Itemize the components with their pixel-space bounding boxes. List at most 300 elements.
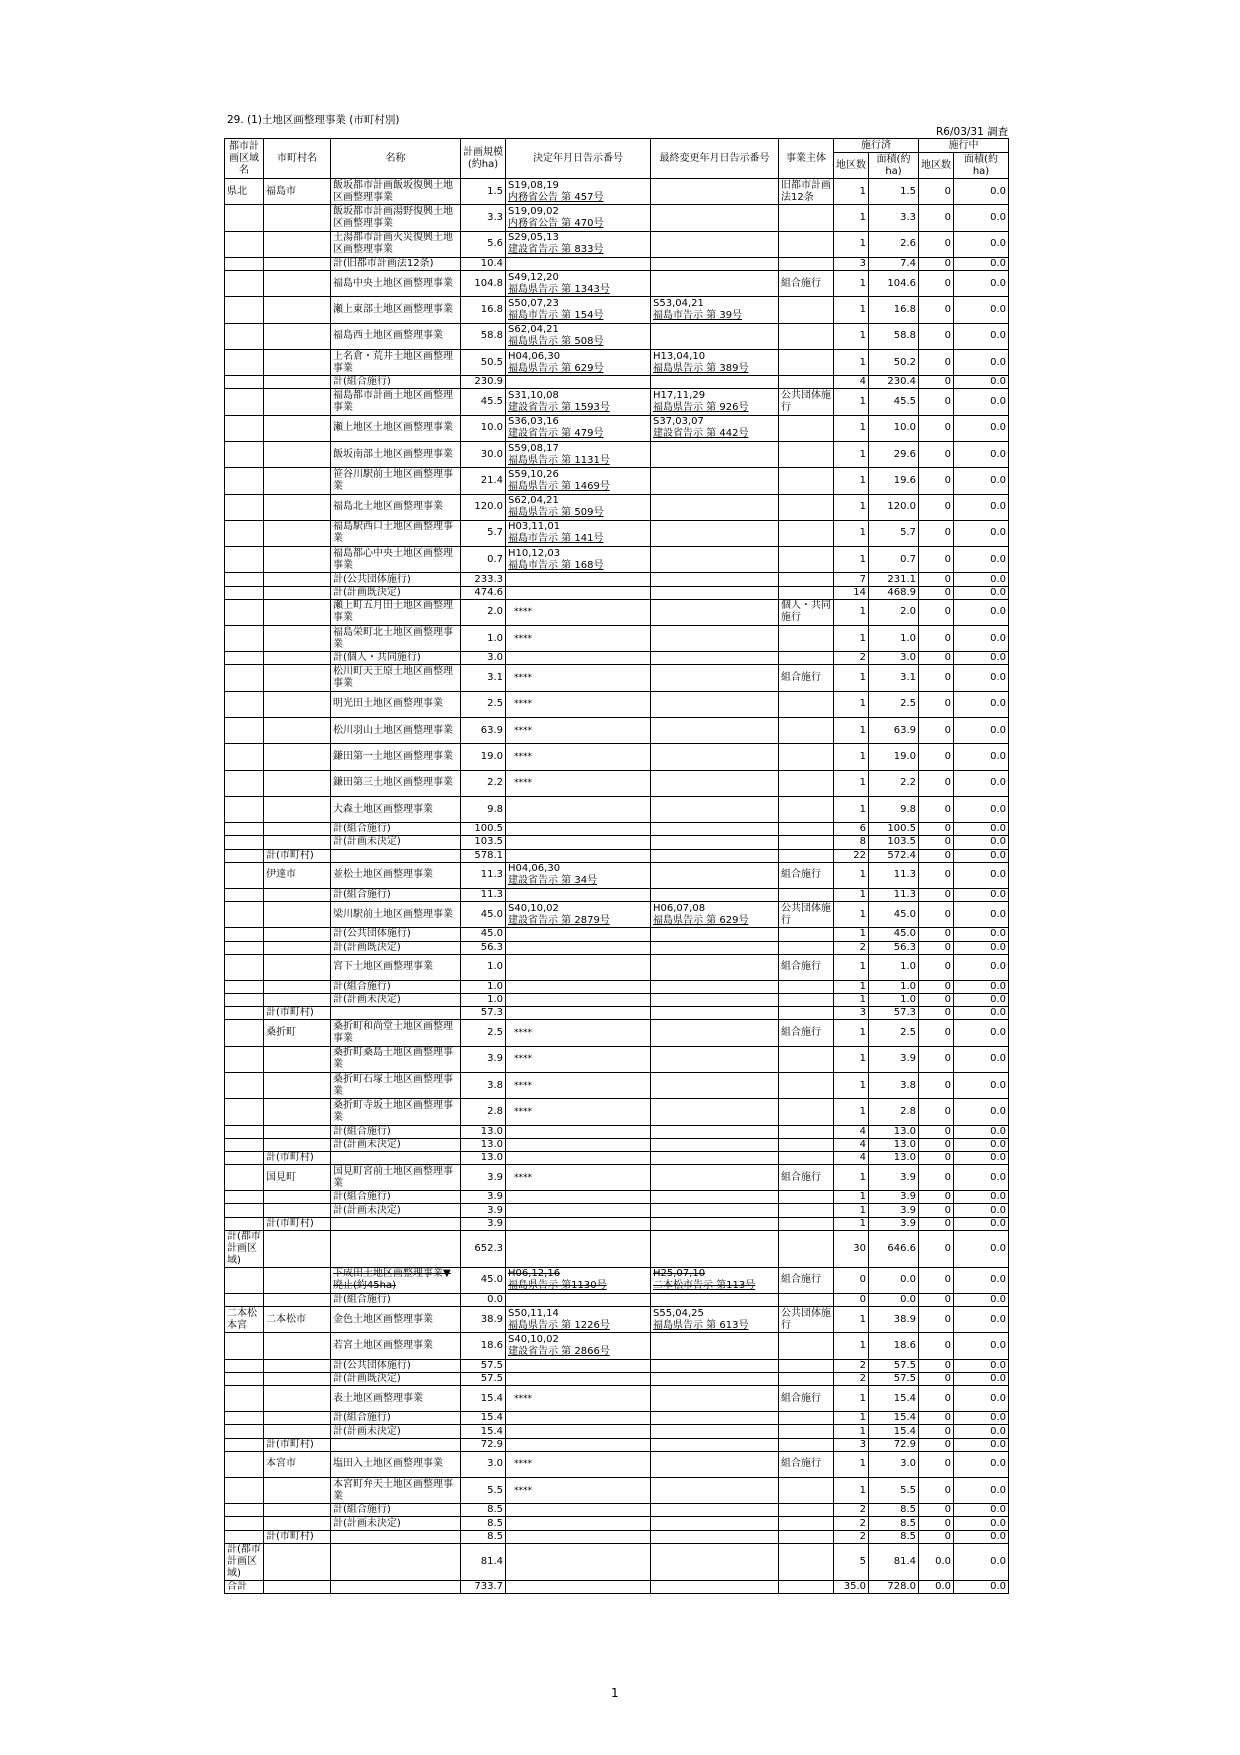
project-name <box>331 849 461 862</box>
change-cell <box>651 297 779 323</box>
decision-cell <box>506 205 651 231</box>
change-cell-line: 建設省告示 第 442号 <box>653 428 749 440</box>
decision-cell-line: S50,11,14 <box>508 1307 559 1319</box>
inprog-area: 0.0 <box>954 1359 1009 1372</box>
table-row <box>225 1543 1009 1580</box>
table-row <box>225 928 1009 941</box>
scale-cell: 57.3 <box>461 1007 506 1020</box>
change-cell <box>651 836 779 849</box>
change-cell <box>651 718 779 744</box>
decision-cell <box>506 1438 651 1451</box>
inprog-count: 0 <box>919 257 954 270</box>
inprog-area: 0.0 <box>954 1372 1009 1385</box>
decision-cell <box>506 1386 651 1412</box>
decision-cell <box>506 1359 651 1372</box>
done-area: 19.0 <box>869 744 919 770</box>
done-count: 1 <box>834 718 869 744</box>
done-count: 2 <box>834 941 869 954</box>
city-cell <box>264 888 331 901</box>
table-row <box>225 1359 1009 1372</box>
header-entity: 事業主体 <box>779 139 834 179</box>
scale-cell: 1.0 <box>461 994 506 1007</box>
done-count: 1 <box>834 665 869 691</box>
done-count: 1 <box>834 1307 869 1333</box>
decision-cell-line: **** <box>514 1393 532 1404</box>
done-area: 57.5 <box>869 1372 919 1385</box>
inprog-area: 0.0 <box>954 954 1009 980</box>
inprog-area: 0.0 <box>954 1151 1009 1164</box>
change-cell <box>651 744 779 770</box>
city-cell: 桑折町 <box>264 1020 331 1046</box>
city-cell <box>264 599 331 625</box>
scale-cell: 578.1 <box>461 849 506 862</box>
change-cell <box>651 1307 779 1333</box>
inprog-area: 0.0 <box>954 849 1009 862</box>
decision-cell-line: S31,10,08 <box>508 390 559 401</box>
scale-cell: 3.9 <box>461 1191 506 1204</box>
table-row <box>225 1451 1009 1477</box>
area-cell <box>225 849 264 862</box>
inprog-count: 0 <box>919 1504 954 1517</box>
inprog-count: 0 <box>919 862 954 888</box>
change-cell <box>651 573 779 586</box>
area-cell <box>225 796 264 822</box>
scale-cell: 2.5 <box>461 691 506 717</box>
done-area: 72.9 <box>869 1438 919 1451</box>
inprog-count: 0 <box>919 1046 954 1072</box>
scale-cell: 652.3 <box>461 1230 506 1267</box>
project-name <box>331 1007 461 1020</box>
scale-cell: 3.9 <box>461 1204 506 1217</box>
done-count: 1 <box>834 441 869 467</box>
area-cell <box>225 691 264 717</box>
inprog-area: 0.0 <box>954 1191 1009 1204</box>
project-name: 福島駅西口土地区画整理事業 <box>331 520 461 546</box>
done-count: 1 <box>834 1425 869 1438</box>
table-row <box>225 205 1009 231</box>
decision-cell-line: S62,04,21 <box>508 324 559 336</box>
entity-cell <box>779 1504 834 1517</box>
scale-cell: 3.9 <box>461 1165 506 1191</box>
done-count: 1 <box>834 205 869 231</box>
header-done-count: 地区数 <box>834 153 869 179</box>
area-cell <box>225 547 264 573</box>
project-name: 計(組合施行) <box>331 1504 461 1517</box>
project-name: 計(公共団体施行) <box>331 1359 461 1372</box>
decision-cell <box>506 691 651 717</box>
entity-cell <box>779 626 834 652</box>
project-name: 飯坂都市計画湯野復興土地区画整理事業 <box>331 205 461 231</box>
done-area: 2.5 <box>869 691 919 717</box>
inprog-count: 0 <box>919 1438 954 1451</box>
change-cell <box>651 1138 779 1151</box>
change-cell <box>651 652 779 665</box>
change-cell <box>651 770 779 796</box>
inprog-count: 0 <box>919 573 954 586</box>
inprog-area: 0.0 <box>954 599 1009 625</box>
table-row <box>225 573 1009 586</box>
inprog-count: 0 <box>919 547 954 573</box>
done-area: 13.0 <box>869 1138 919 1151</box>
entity-cell: 組合施行 <box>779 665 834 691</box>
header-change: 最終変更年月日告示番号 <box>651 139 779 179</box>
change-cell <box>651 1267 779 1293</box>
header-area: 都市計画区域名 <box>225 139 264 179</box>
change-cell <box>651 1165 779 1191</box>
city-cell <box>264 928 331 941</box>
decision-cell <box>506 441 651 467</box>
inprog-count: 0 <box>919 179 954 205</box>
project-name: 桑折町桑島土地区画整理事業 <box>331 1046 461 1072</box>
decision-cell <box>506 980 651 993</box>
scale-cell: 8.5 <box>461 1504 506 1517</box>
done-area: 15.4 <box>869 1412 919 1425</box>
change-cell-line: 福島県告示 第 629号 <box>653 914 749 926</box>
inprog-area: 0.0 <box>954 1517 1009 1530</box>
done-area: 57.3 <box>869 1007 919 1020</box>
entity-cell <box>779 1580 834 1593</box>
inprog-area: 0.0 <box>954 980 1009 993</box>
decision-cell-line: 内務省公告 第 457号 <box>508 191 604 203</box>
done-count: 5 <box>834 1543 869 1580</box>
project-name: 計(計画既決定) <box>331 586 461 599</box>
done-area: 63.9 <box>869 718 919 744</box>
area-cell <box>225 823 264 836</box>
change-cell <box>651 1125 779 1138</box>
city-cell: 伊達市 <box>264 862 331 888</box>
scale-cell: 120.0 <box>461 494 506 520</box>
project-name: 計(計画既決定) <box>331 941 461 954</box>
decision-cell-line: 福島市告示 第 141号 <box>508 533 604 545</box>
scale-cell: 45.0 <box>461 902 506 928</box>
entity-cell <box>779 1412 834 1425</box>
table-row <box>225 179 1009 205</box>
city-cell <box>264 1478 331 1504</box>
decision-cell <box>506 1099 651 1125</box>
inprog-count: 0 <box>919 297 954 323</box>
table-row <box>225 349 1009 375</box>
city-cell <box>264 770 331 796</box>
entity-cell: 組合施行 <box>779 271 834 297</box>
inprog-area: 0.0 <box>954 928 1009 941</box>
area-cell <box>225 468 264 494</box>
city-cell <box>264 1543 331 1580</box>
scale-cell: 3.0 <box>461 652 506 665</box>
change-cell <box>651 1438 779 1451</box>
project-name: 鎌田第一土地区画整理事業 <box>331 744 461 770</box>
done-count: 3 <box>834 1438 869 1451</box>
change-cell-line: 福島県告示 第 613号 <box>653 1319 749 1331</box>
city-cell <box>264 836 331 849</box>
change-cell <box>651 1230 779 1267</box>
project-name: 金色土地区画整理事業 <box>331 1307 461 1333</box>
area-cell <box>225 1138 264 1151</box>
decision-cell <box>506 1217 651 1230</box>
entity-cell <box>779 1372 834 1385</box>
decision-cell-line: H06,12,16 <box>508 1268 561 1280</box>
change-cell <box>651 1072 779 1098</box>
entity-cell <box>779 494 834 520</box>
done-area: 15.4 <box>869 1386 919 1412</box>
city-cell <box>264 954 331 980</box>
city-cell <box>264 1412 331 1425</box>
change-cell <box>651 1333 779 1359</box>
entity-cell <box>779 1099 834 1125</box>
table-row <box>225 389 1009 415</box>
inprog-area: 0.0 <box>954 1451 1009 1477</box>
decision-cell <box>506 665 651 691</box>
change-cell <box>651 928 779 941</box>
done-count: 4 <box>834 1125 869 1138</box>
decision-cell <box>506 1020 651 1046</box>
project-name: 大森土地区画整理事業 <box>331 796 461 822</box>
project-name <box>331 1438 461 1451</box>
area-cell <box>225 1020 264 1046</box>
inprog-count: 0 <box>919 941 954 954</box>
decision-cell <box>506 849 651 862</box>
inprog-count: 0 <box>919 1333 954 1359</box>
scale-cell: 38.9 <box>461 1307 506 1333</box>
done-count: 3 <box>834 1007 869 1020</box>
table-row <box>225 744 1009 770</box>
decision-cell-line: S50,07,23 <box>508 297 559 309</box>
area-cell <box>225 376 264 389</box>
entity-cell <box>779 1125 834 1138</box>
city-cell <box>264 626 331 652</box>
decision-cell-line: H04,06,30 <box>508 350 561 362</box>
city-cell <box>264 823 331 836</box>
inprog-area: 0.0 <box>954 1307 1009 1333</box>
inprog-area: 0.0 <box>954 1386 1009 1412</box>
inprog-count: 0 <box>919 520 954 546</box>
inprog-count: 0 <box>919 902 954 928</box>
done-area: 103.5 <box>869 836 919 849</box>
decision-cell <box>506 652 651 665</box>
scale-cell: 1.0 <box>461 980 506 993</box>
inprog-area: 0.0 <box>954 323 1009 349</box>
area-cell <box>225 1099 264 1125</box>
area-cell <box>225 441 264 467</box>
change-cell <box>651 1046 779 1072</box>
table-row <box>225 376 1009 389</box>
decision-cell-line: **** <box>514 1459 532 1470</box>
done-area: 8.5 <box>869 1504 919 1517</box>
city-cell <box>264 441 331 467</box>
entity-cell <box>779 1333 834 1359</box>
entity-cell <box>779 349 834 375</box>
entity-cell: 組合施行 <box>779 954 834 980</box>
inprog-area: 0.0 <box>954 1007 1009 1020</box>
done-area: 468.9 <box>869 586 919 599</box>
decision-cell <box>506 599 651 625</box>
decision-cell <box>506 389 651 415</box>
scale-cell: 3.8 <box>461 1072 506 1098</box>
change-cell <box>651 1451 779 1477</box>
decision-cell-line: **** <box>514 778 532 789</box>
inprog-count: 0 <box>919 980 954 993</box>
project-name: 計(計画未決定) <box>331 994 461 1007</box>
done-area: 45.5 <box>869 389 919 415</box>
done-count: 1 <box>834 1165 869 1191</box>
inprog-count: 0 <box>919 1359 954 1372</box>
done-area: 1.0 <box>869 994 919 1007</box>
project-name: 計(計画未決定) <box>331 1425 461 1438</box>
project-name: 計(計画未決定) <box>331 836 461 849</box>
table-row <box>225 665 1009 691</box>
change-cell <box>651 1386 779 1412</box>
done-count: 1 <box>834 1386 869 1412</box>
city-cell <box>264 1204 331 1217</box>
decision-cell <box>506 1372 651 1385</box>
decision-cell <box>506 297 651 323</box>
area-cell <box>225 902 264 928</box>
inprog-area: 0.0 <box>954 691 1009 717</box>
done-area: 1.5 <box>869 179 919 205</box>
done-count: 1 <box>834 1478 869 1504</box>
decision-cell <box>506 718 651 744</box>
survey-date: R6/03/31 調査 <box>936 126 1009 138</box>
inprog-count: 0 <box>919 1151 954 1164</box>
entity-cell <box>779 547 834 573</box>
entity-cell <box>779 941 834 954</box>
inprog-count: 0 <box>919 468 954 494</box>
city-cell <box>264 586 331 599</box>
change-cell <box>651 691 779 717</box>
project-name: 福島中央土地区画整理事業 <box>331 271 461 297</box>
inprog-area: 0.0 <box>954 1333 1009 1359</box>
change-cell <box>651 376 779 389</box>
change-cell <box>651 1372 779 1385</box>
decision-cell <box>506 520 651 546</box>
table-row <box>225 1294 1009 1307</box>
entity-cell: 公共団体施行 <box>779 902 834 928</box>
area-cell <box>225 836 264 849</box>
done-area: 8.5 <box>869 1530 919 1543</box>
change-cell <box>651 1020 779 1046</box>
project-name: 瀬上地区土地区画整理事業 <box>331 415 461 441</box>
table-row <box>225 1099 1009 1125</box>
done-count: 6 <box>834 823 869 836</box>
table-row <box>225 1580 1009 1593</box>
decision-cell <box>506 586 651 599</box>
table-row <box>225 441 1009 467</box>
city-cell <box>264 231 331 257</box>
entity-cell <box>779 1425 834 1438</box>
entity-cell <box>779 888 834 901</box>
header-done: 施行済 <box>834 139 919 153</box>
inprog-area: 0.0 <box>954 231 1009 257</box>
decision-cell <box>506 1504 651 1517</box>
inprog-count: 0 <box>919 415 954 441</box>
inprog-area: 0.0 <box>954 1125 1009 1138</box>
scale-cell: 5.7 <box>461 520 506 546</box>
done-count: 2 <box>834 1530 869 1543</box>
scale-cell: 45.0 <box>461 928 506 941</box>
decision-cell <box>506 1072 651 1098</box>
area-cell <box>225 1412 264 1425</box>
entity-cell <box>779 1046 834 1072</box>
change-cell <box>651 1530 779 1543</box>
project-name: 計(個人・共同施行) <box>331 652 461 665</box>
project-name: 計(組合施行) <box>331 980 461 993</box>
inprog-area: 0.0 <box>954 862 1009 888</box>
inprog-area: 0.0 <box>954 888 1009 901</box>
done-count: 2 <box>834 652 869 665</box>
change-cell-line: 福島市告示 第 39号 <box>653 309 743 321</box>
entity-cell: 公共団体施行 <box>779 1307 834 1333</box>
table-row <box>225 836 1009 849</box>
project-name: 計(組合施行) <box>331 1191 461 1204</box>
city-cell <box>264 415 331 441</box>
area-cell <box>225 1386 264 1412</box>
decision-cell <box>506 573 651 586</box>
done-area: 29.6 <box>869 441 919 467</box>
entity-cell <box>779 1151 834 1164</box>
done-count: 1 <box>834 1099 869 1125</box>
done-area: 11.3 <box>869 888 919 901</box>
inprog-count: 0 <box>919 954 954 980</box>
area-cell <box>225 665 264 691</box>
scale-cell: 100.5 <box>461 823 506 836</box>
entity-cell <box>779 323 834 349</box>
scale-cell: 13.0 <box>461 1138 506 1151</box>
decision-cell-line: **** <box>514 1485 532 1496</box>
header-city: 市町村名 <box>264 139 331 179</box>
city-cell <box>264 1504 331 1517</box>
table-row <box>225 652 1009 665</box>
area-cell <box>225 980 264 993</box>
done-count: 2 <box>834 1372 869 1385</box>
done-count: 1 <box>834 1451 869 1477</box>
decision-cell <box>506 1046 651 1072</box>
done-area: 3.3 <box>869 205 919 231</box>
change-cell-line: S53,04,21 <box>653 297 704 309</box>
inprog-count: 0 <box>919 1530 954 1543</box>
decision-cell <box>506 928 651 941</box>
area-cell <box>225 297 264 323</box>
table-row <box>225 1517 1009 1530</box>
inprog-count: 0 <box>919 718 954 744</box>
table-row <box>225 796 1009 822</box>
city-cell <box>264 796 331 822</box>
table-row <box>225 1007 1009 1020</box>
city-cell <box>264 468 331 494</box>
decision-cell-line: **** <box>514 1106 532 1117</box>
area-cell <box>225 349 264 375</box>
inprog-count: 0 <box>919 836 954 849</box>
table-row <box>225 1191 1009 1204</box>
scale-cell: 104.8 <box>461 271 506 297</box>
scale-cell: 57.5 <box>461 1372 506 1385</box>
change-cell-line: 二本松市告示 第113号 <box>653 1280 756 1292</box>
inprog-count: 0 <box>919 849 954 862</box>
area-cell <box>225 1151 264 1164</box>
done-count: 4 <box>834 1151 869 1164</box>
inprog-count: 0 <box>919 1007 954 1020</box>
change-cell <box>651 547 779 573</box>
decision-cell-line: **** <box>514 725 532 736</box>
scale-cell: 3.3 <box>461 205 506 231</box>
city-cell <box>264 520 331 546</box>
inprog-count: 0 <box>919 1425 954 1438</box>
area-cell <box>225 862 264 888</box>
decision-cell <box>506 376 651 389</box>
change-cell <box>651 271 779 297</box>
project-name: 計(計画既決定) <box>331 1372 461 1385</box>
change-cell-line: H17,11,29 <box>653 390 706 401</box>
inprog-count: 0 <box>919 231 954 257</box>
decision-cell <box>506 231 651 257</box>
